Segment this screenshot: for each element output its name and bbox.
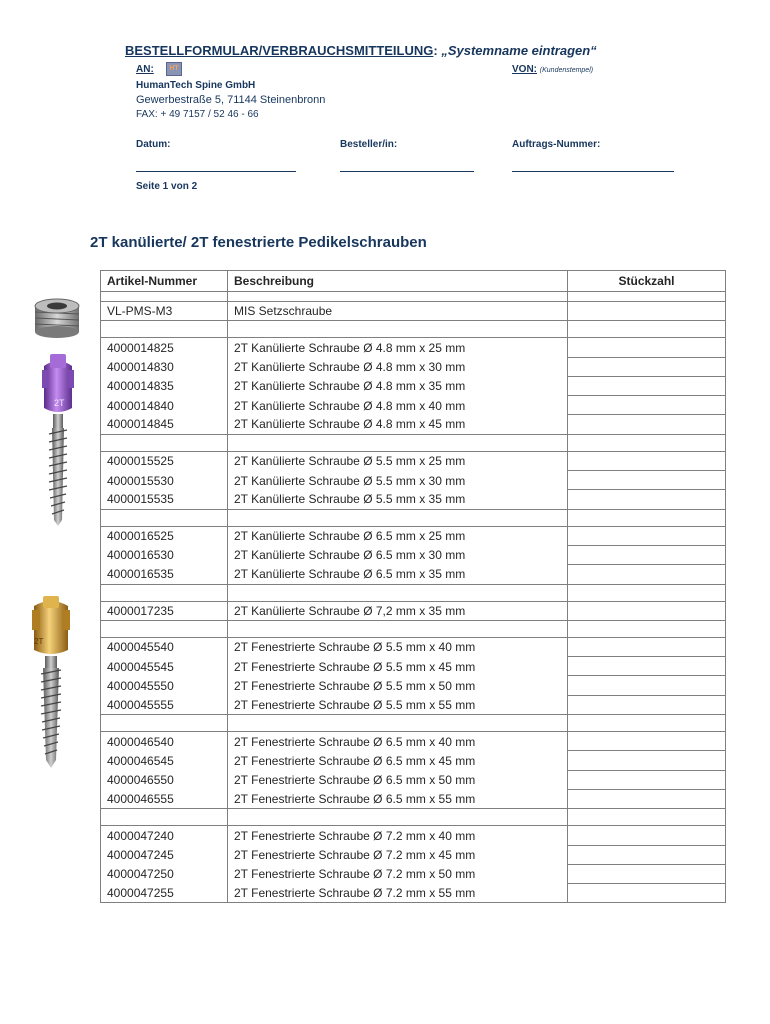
article-number: 4000046545	[101, 751, 228, 770]
quantity-cell[interactable]	[568, 676, 726, 695]
quantity-cell[interactable]	[568, 751, 726, 770]
separator-row	[101, 509, 726, 526]
separator-cell	[101, 620, 228, 637]
article-number: 4000016525	[101, 526, 228, 545]
table-row	[101, 526, 726, 545]
article-number: 4000017235	[101, 601, 228, 620]
article-number: 4000014825	[101, 338, 228, 357]
table-row	[101, 732, 726, 751]
separator-cell	[568, 509, 726, 526]
table-row	[101, 864, 726, 883]
article-number: 4000016535	[101, 565, 228, 584]
quantity-cell[interactable]	[568, 357, 726, 376]
company-name: HumanTech Spine GmbH	[136, 80, 256, 91]
table-row	[101, 751, 726, 770]
quantity-cell[interactable]	[568, 732, 726, 751]
separator-cell	[101, 292, 228, 302]
auftrag-label: Auftrags-Nummer:	[512, 139, 601, 150]
article-number: 4000015525	[101, 451, 228, 470]
besteller-label: Besteller/in:	[340, 139, 398, 150]
von-label-text: VON:	[512, 64, 537, 75]
article-number: 4000046555	[101, 789, 228, 808]
description: 2T Kanülierte Schraube Ø 5.5 mm x 30 mm	[228, 471, 568, 490]
article-number: 4000047250	[101, 864, 228, 883]
table-row	[101, 601, 726, 620]
table-row	[101, 451, 726, 470]
an-label: AN:	[136, 64, 154, 75]
article-number: 4000047245	[101, 845, 228, 864]
quantity-cell[interactable]	[568, 471, 726, 490]
page-number: Seite 1 von 2	[136, 181, 198, 192]
auftrag-field[interactable]	[512, 171, 674, 172]
von-hint: (Kundenstempel)	[539, 67, 594, 74]
table-row	[101, 845, 726, 864]
separator-cell	[228, 321, 568, 338]
table-row	[101, 789, 726, 808]
quantity-cell[interactable]	[568, 826, 726, 845]
quantity-cell[interactable]	[568, 845, 726, 864]
company-logo-icon: HT	[166, 62, 182, 76]
quantity-cell[interactable]	[568, 451, 726, 470]
cannulated-screw-icon	[38, 352, 78, 528]
separator-cell	[101, 715, 228, 732]
description: 2T Fenestrierte Schraube Ø 5.5 mm x 45 mm	[228, 657, 568, 676]
description: 2T Fenestrierte Schraube Ø 5.5 mm x 40 mm	[228, 637, 568, 656]
quantity-cell[interactable]	[568, 376, 726, 395]
company-street: Gewerbestraße 5, 71144 Steinenbronn	[136, 94, 326, 106]
table-row	[101, 565, 726, 584]
description: 2T Fenestrierte Schraube Ø 7.2 mm x 45 mm	[228, 845, 568, 864]
section-title: 2T kanülierte/ 2T fenestrierte Pedikelschrauben	[90, 234, 427, 251]
set-screw-icon	[32, 294, 82, 340]
quantity-cell[interactable]	[568, 302, 726, 321]
separator-row	[101, 292, 726, 302]
article-number: 4000014830	[101, 357, 228, 376]
article-number: 4000016530	[101, 545, 228, 564]
table-row	[101, 770, 726, 789]
separator-row	[101, 715, 726, 732]
article-number: 4000046540	[101, 732, 228, 751]
article-number: 4000045540	[101, 637, 228, 656]
article-number: 4000047255	[101, 884, 228, 903]
quantity-cell[interactable]	[568, 526, 726, 545]
quantity-cell[interactable]	[568, 770, 726, 789]
description: 2T Fenestrierte Schraube Ø 6.5 mm x 40 mm	[228, 732, 568, 751]
separator-cell	[568, 434, 726, 451]
header-quantity: Stückzahl	[568, 271, 726, 292]
separator-cell	[568, 321, 726, 338]
table-row	[101, 637, 726, 656]
company-fax: FAX: + 49 7157 / 52 46 - 66	[136, 109, 259, 120]
datum-label: Datum:	[136, 139, 171, 150]
quantity-cell[interactable]	[568, 565, 726, 584]
separator-cell	[101, 509, 228, 526]
table-row	[101, 338, 726, 357]
article-number: 4000045555	[101, 695, 228, 714]
description: 2T Kanülierte Schraube Ø 5.5 mm x 25 mm	[228, 451, 568, 470]
separator-cell	[228, 620, 568, 637]
description: 2T Kanülierte Schraube Ø 4.8 mm x 40 mm	[228, 396, 568, 415]
separator-cell	[228, 509, 568, 526]
table-body	[101, 292, 726, 903]
separator-cell	[568, 620, 726, 637]
article-number: 4000045545	[101, 657, 228, 676]
form-title	[125, 43, 597, 58]
table-row	[101, 884, 726, 903]
quantity-cell[interactable]	[568, 601, 726, 620]
description: 2T Fenestrierte Schraube Ø 5.5 mm x 55 mm	[228, 695, 568, 714]
article-number: 4000045550	[101, 676, 228, 695]
separator-row	[101, 321, 726, 338]
table-row	[101, 676, 726, 695]
article-number: 4000015530	[101, 471, 228, 490]
table-row	[101, 695, 726, 714]
separator-row	[101, 809, 726, 826]
separator-cell	[101, 584, 228, 601]
form-title-colon: :	[433, 43, 442, 58]
header-description: Beschreibung	[228, 271, 568, 292]
description: 2T Kanülierte Schraube Ø 4.8 mm x 35 mm	[228, 376, 568, 395]
article-number: VL-PMS-M3	[101, 302, 228, 321]
description: 2T Fenestrierte Schraube Ø 6.5 mm x 45 mm	[228, 751, 568, 770]
description: 2T Fenestrierte Schraube Ø 7.2 mm x 40 mm	[228, 826, 568, 845]
quantity-cell[interactable]	[568, 490, 726, 509]
separator-row	[101, 620, 726, 637]
description: 2T Fenestrierte Schraube Ø 7.2 mm x 50 mm	[228, 864, 568, 883]
table-row	[101, 357, 726, 376]
quantity-cell[interactable]	[568, 396, 726, 415]
separator-cell	[228, 809, 568, 826]
article-number: 4000046550	[101, 770, 228, 789]
fenestrated-screw-icon	[28, 594, 74, 770]
separator-cell	[568, 715, 726, 732]
quantity-cell[interactable]	[568, 789, 726, 808]
description: 2T Fenestrierte Schraube Ø 5.5 mm x 50 mm	[228, 676, 568, 695]
separator-cell	[228, 715, 568, 732]
separator-row	[101, 434, 726, 451]
separator-cell	[568, 809, 726, 826]
table-row	[101, 545, 726, 564]
table-row	[101, 415, 726, 434]
description: MIS Setzschraube	[228, 302, 568, 321]
table-row	[101, 826, 726, 845]
separator-cell	[568, 584, 726, 601]
separator-cell	[568, 292, 726, 302]
separator-cell	[228, 434, 568, 451]
table-row	[101, 302, 726, 321]
quantity-cell[interactable]	[568, 637, 726, 656]
description: 2T Fenestrierte Schraube Ø 6.5 mm x 50 mm	[228, 770, 568, 789]
besteller-field[interactable]	[340, 171, 474, 172]
quantity-cell[interactable]	[568, 884, 726, 903]
article-number: 4000014840	[101, 396, 228, 415]
table-row	[101, 396, 726, 415]
description: 2T Fenestrierte Schraube Ø 7.2 mm x 55 mm	[228, 884, 568, 903]
separator-cell	[101, 321, 228, 338]
header-article: Artikel-Nummer	[101, 271, 228, 292]
form-title-system: „Systemname eintragen“	[441, 43, 597, 58]
article-number: 4000014835	[101, 376, 228, 395]
table-header-row	[101, 271, 726, 292]
table-row	[101, 657, 726, 676]
screw-label: 2T	[34, 637, 44, 646]
quantity-cell[interactable]	[568, 657, 726, 676]
quantity-cell[interactable]	[568, 864, 726, 883]
description: 2T Kanülierte Schraube Ø 4.8 mm x 25 mm	[228, 338, 568, 357]
product-table	[100, 270, 726, 903]
separator-cell	[228, 584, 568, 601]
description: 2T Kanülierte Schraube Ø 7,2 mm x 35 mm	[228, 601, 568, 620]
description: 2T Fenestrierte Schraube Ø 6.5 mm x 55 mm	[228, 789, 568, 808]
description: 2T Kanülierte Schraube Ø 6.5 mm x 30 mm	[228, 545, 568, 564]
description: 2T Kanülierte Schraube Ø 4.8 mm x 30 mm	[228, 357, 568, 376]
article-number: 4000015535	[101, 490, 228, 509]
datum-field[interactable]	[136, 171, 296, 172]
separator-cell	[101, 434, 228, 451]
screw-label: 2T	[54, 398, 65, 408]
description: 2T Kanülierte Schraube Ø 6.5 mm x 35 mm	[228, 565, 568, 584]
table-row	[101, 490, 726, 509]
quantity-cell[interactable]	[568, 695, 726, 714]
separator-cell	[228, 292, 568, 302]
form-title-main: BESTELLFORMULAR/VERBRAUCHSMITTEILUNG	[125, 43, 434, 58]
quantity-cell[interactable]	[568, 338, 726, 357]
table-row	[101, 471, 726, 490]
article-number: 4000014845	[101, 415, 228, 434]
von-label	[512, 64, 593, 75]
description: 2T Kanülierte Schraube Ø 4.8 mm x 45 mm	[228, 415, 568, 434]
description: 2T Kanülierte Schraube Ø 5.5 mm x 35 mm	[228, 490, 568, 509]
separator-cell	[101, 809, 228, 826]
quantity-cell[interactable]	[568, 545, 726, 564]
quantity-cell[interactable]	[568, 415, 726, 434]
table-row	[101, 376, 726, 395]
article-number: 4000047240	[101, 826, 228, 845]
separator-row	[101, 584, 726, 601]
description: 2T Kanülierte Schraube Ø 6.5 mm x 25 mm	[228, 526, 568, 545]
